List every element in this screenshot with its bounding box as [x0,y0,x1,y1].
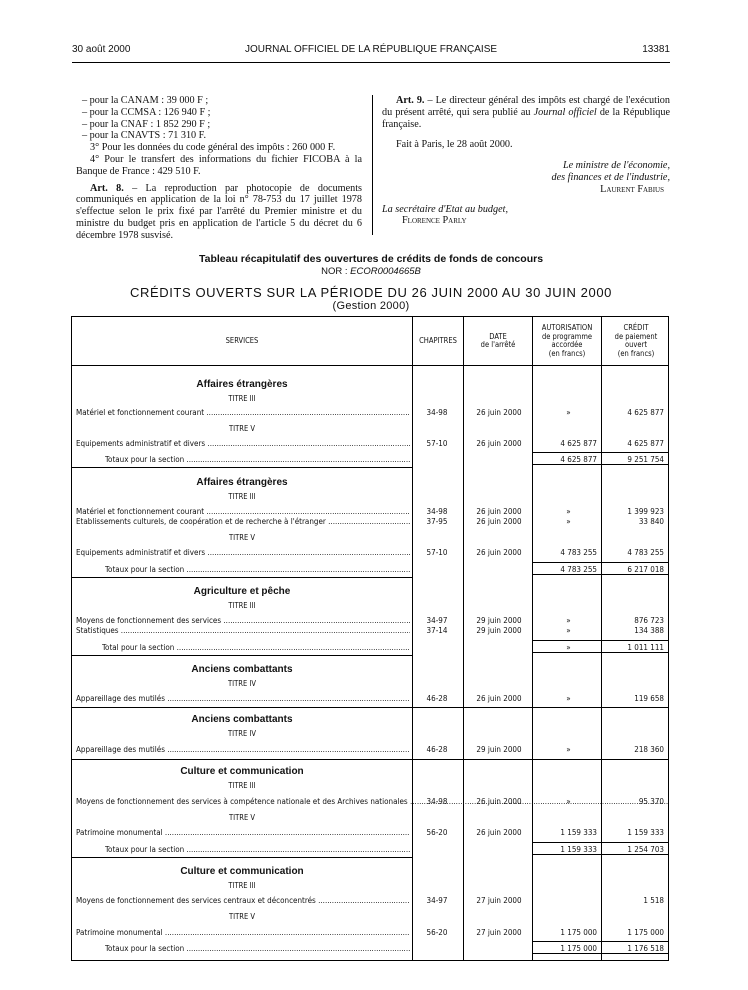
autorisation-cell: » [566,626,571,635]
total-credit: 1 011 111 [627,643,664,652]
col-header-credit: CRÉDIT de paiement ouvert (en francs) [614,323,658,358]
chapitre-cell: 34-98 [426,507,448,516]
article-8-text: – La reproduction par photocopie de documents communiqués en application de la loi n° 78-753 du 17 juillet 1978 s'effectue selon le prix fixé par l'arrêté du Premier ministre et du ministre du budget pris en application de l'article 5 du décret du 6 décembre 1978 susvisé. [76,182,362,241]
date-cell: 29 juin 2000 [476,745,522,754]
page-header [72,44,670,58]
date-cell: 29 juin 2000 [476,626,522,635]
autorisation-cell: 1 159 333 [560,828,597,837]
date-cell: 27 juin 2000 [476,928,522,937]
signature-title-2: La secrétaire d'Etat au budget, [382,203,509,215]
section-title: Anciens combattants [191,664,293,675]
section-rule [72,707,668,708]
total-row: Totaux pour la section ..... [105,455,410,464]
autorisation-cell: » [566,745,571,754]
header-date: 30 août 2000 [72,44,131,55]
titre-label: TITRE III [228,881,256,890]
chapitre-cell: 56-20 [426,928,448,937]
left-column [76,95,362,242]
table-row: Patrimoine monumental ..... [76,828,410,837]
autorisation-cell: » [566,517,571,526]
col-header-date: DATE de l'arrêté [480,331,516,349]
date-cell: 26 juin 2000 [476,694,522,703]
fait-a-paris: Fait à Paris, le 28 août 2000. [396,139,513,151]
date-cell: 27 juin 2000 [476,896,522,905]
titre-label: TITRE III [228,394,256,403]
col-divider [412,317,413,960]
table-row: Appareillage des mutilés ..... [76,694,410,703]
article-9-text: – Le directeur général des impôts est chargé de l'exécution du présent arrêté, qui sera publié au [382,95,670,118]
article-9-label: Art. 9. [396,95,425,106]
section-title: Agriculture et pêche [193,586,291,597]
chapitre-cell: 34-97 [426,616,448,625]
date-cell: 26 juin 2000 [476,408,522,417]
credit-cell: 1 175 000 [627,928,664,937]
table-title: Tableau récapitulatif des ouvertures de crédits de fonds de concours [198,253,544,265]
col-divider [463,317,464,960]
gestion-subtitle: (Gestion 2000) [332,300,410,312]
titre-label: TITRE III [228,492,256,501]
total-credit: 1 254 703 [627,845,664,854]
section-rule [72,467,412,468]
col-header-autorisation: AUTORISATION de programme accordée (en francs) [541,323,593,358]
chapitre-cell: 37-14 [426,626,448,635]
list-item: – pour la CANAM : 39 000 F ; [82,95,209,106]
total-autorisation: 1 175 000 [560,944,597,953]
table-row: Matériel et fonctionnement courant ..... [76,408,410,417]
date-cell: 26 juin 2000 [476,507,522,516]
table-row: Equipements administratif et divers ..... [76,439,410,448]
chapitre-cell: 46-28 [426,694,448,703]
total-row: Totaux pour la section ..... [105,565,410,574]
titre-label: TITRE III [228,781,256,790]
autorisation-cell: » [566,616,571,625]
section-title: Anciens combattants [191,714,293,725]
date-cell: 26 juin 2000 [476,517,522,526]
titre-label: TITRE IV [228,679,256,688]
chapitre-cell: 34-98 [426,408,448,417]
total-row: Totaux pour la section ..... [105,845,410,854]
list-item: – pour la CNAVTS : 71 310 F. [82,130,207,142]
autorisation-cell: » [566,694,571,703]
header-rule [72,62,670,63]
right-column [382,95,670,227]
section-rule [72,857,412,858]
section-title: Culture et communication [180,766,304,777]
section-title: Affaires étrangères [196,379,288,390]
col-header-services: SERVICES [225,335,259,345]
signature-title-1a: Le ministre de l'économie, [562,160,670,172]
credit-cell: 4 625 877 [627,439,664,448]
article-9-end: de la République française. [382,106,670,130]
header-page-number: 13381 [642,44,670,55]
chapitre-cell: 34-98 [426,797,448,806]
total-credit: 6 217 018 [627,565,664,574]
nor-label: NOR : [321,266,351,277]
credit-cell: 1 518 [643,896,664,905]
titre-label: TITRE V [229,912,255,921]
table-row: Appareillage des mutilés ..... [76,745,410,754]
total-autorisation: 1 159 333 [560,845,597,854]
paragraph-3: 3° Pour les données du code général des impôts : 260 000 F. [90,142,336,154]
titre-label: TITRE V [229,424,255,433]
table-row: Moyens de fonctionnement des services ..... [76,616,410,625]
article-9-journal: Journal officiel [533,106,597,118]
section-rule [72,577,412,578]
table-row: Patrimoine monumental ..... [76,928,410,937]
header-journal: JOURNAL OFFICIEL DE LA RÉPUBLIQUE FRANÇAISE [244,44,498,55]
column-divider [372,95,373,235]
nor-reference [72,266,670,277]
total-autorisation: 4 783 255 [560,565,597,574]
article-8-label: Art. 8. [90,182,124,194]
credit-cell: 134 388 [634,626,664,635]
col-header-chapitres: CHAPITRES [419,335,457,345]
chapitre-cell: 37-95 [426,517,448,526]
date-cell: 26 juin 2000 [476,828,522,837]
credit-cell: 4 783 255 [627,548,664,557]
credit-cell: 218 360 [634,745,664,754]
total-credit: 1 176 518 [627,944,664,953]
credit-cell: 33 840 [638,517,664,526]
autorisation-cell: » [566,797,571,806]
table-row: Etablissements culturels, de coopération et de recherche à l'étranger ..... [76,517,410,526]
autorisation-cell: » [566,507,571,516]
chapitre-cell: 57-10 [426,439,448,448]
table-row: Moyens de fonctionnement des services centraux et déconcentrés ..... [76,896,410,905]
chapitre-cell: 56-20 [426,828,448,837]
credit-cell: 4 625 877 [627,408,664,417]
section-rule [72,655,412,656]
credit-cell: 1 159 333 [627,828,664,837]
date-cell: 29 juin 2000 [476,616,522,625]
autorisation-cell: » [566,408,571,417]
chapitre-cell: 46-28 [426,745,448,754]
titre-label: TITRE IV [228,729,256,738]
autorisation-cell: 1 175 000 [560,928,597,937]
article-9 [382,95,670,130]
credit-cell: 119 658 [634,694,664,703]
titre-label: TITRE V [229,533,255,542]
nor-code: ECOR0004665B [350,266,421,277]
table-row: Statistiques ..... [76,626,410,635]
section-title: Culture et communication [180,866,304,877]
table-row: Moyens de fonctionnement des services à compétence nationale et des Archives nationales ..... [76,797,410,806]
list-item: – pour la CNAF : 1 852 290 F ; [82,118,211,130]
signature-name-2: Florence Parly [402,215,467,227]
table-header-rule [72,365,668,366]
table-row: Equipements administratif et divers ..... [76,548,410,557]
date-cell: 26 juin 2000 [476,548,522,557]
section-title: Affaires étrangères [196,477,288,488]
chapitre-cell: 34-97 [426,896,448,905]
date-cell: 26 juin 2000 [476,797,522,806]
total-credit: 9 251 754 [627,455,664,464]
credits-title: CRÉDITS OUVERTS SUR LA PÉRIODE DU 26 JUIN 2000 AU 30 JUIN 2000 [129,285,612,300]
signature-name-1: Laurent Fabius [600,183,664,195]
table-row: Matériel et fonctionnement courant ..... [76,507,410,516]
credit-cell: 1 399 923 [627,507,664,516]
paragraph-4: 4° Pour le transfert des informations du fichier FICOBA à la Banque de France : 429 510 F. [76,153,362,177]
total-autorisation: » [566,643,571,652]
titre-label: TITRE III [228,601,256,610]
article-8 [76,183,362,242]
date-cell: 26 juin 2000 [476,439,522,448]
autorisation-cell: 4 783 255 [560,548,597,557]
total-autorisation: 4 625 877 [560,455,597,464]
autorisation-cell: 4 625 877 [560,439,597,448]
chapitre-cell: 57-10 [426,548,448,557]
total-row: Total pour la section ..... [102,643,410,652]
total-row: Totaux pour la section ..... [105,944,410,953]
credit-cell: 95 370 [638,797,664,806]
titre-label: TITRE V [229,813,255,822]
credits-table [71,316,669,961]
signature-title-1b: des finances et de l'industrie, [551,171,670,183]
list-item: – pour la CCMSA : 126 940 F ; [82,106,211,118]
section-rule [72,759,668,760]
credit-cell: 876 723 [634,616,664,625]
